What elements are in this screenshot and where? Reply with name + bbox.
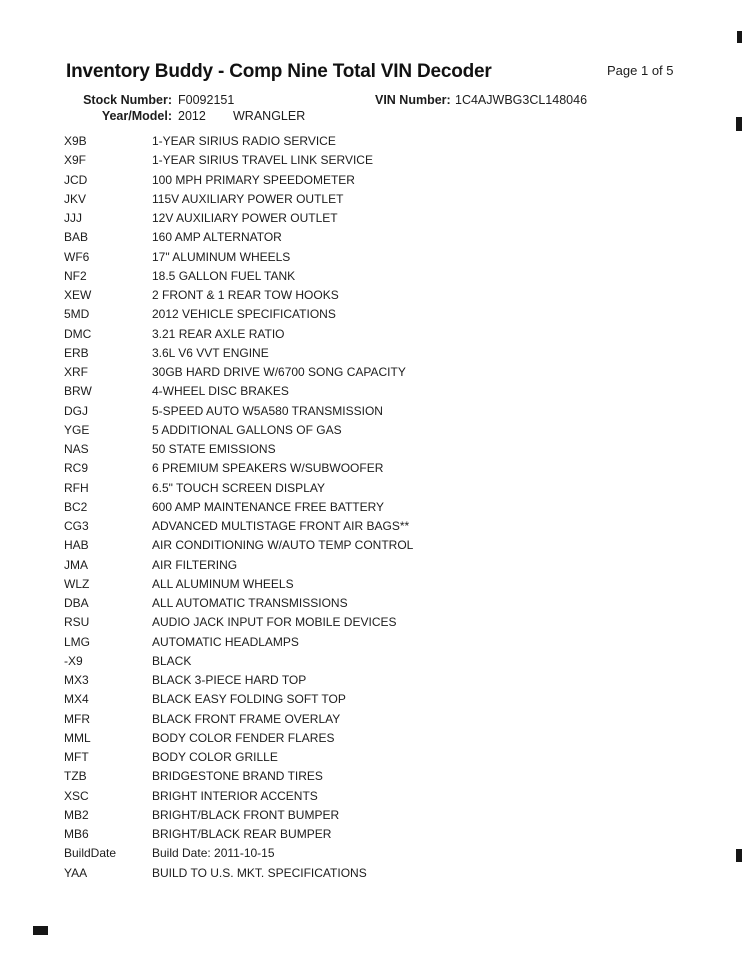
option-description: BRIGHT/BLACK REAR BUMPER <box>152 827 332 841</box>
option-code: RSU <box>64 615 90 630</box>
option-description: BLACK FRONT FRAME OVERLAY <box>152 711 341 726</box>
option-code: YAA <box>64 865 88 880</box>
scan-artifact-right-low <box>736 849 742 862</box>
scan-artifact-top-right <box>737 31 742 43</box>
option-description: 100 MPH PRIMARY SPEEDOMETER <box>152 172 355 187</box>
table-row <box>0 806 742 825</box>
option-description: 160 AMP ALTERNATOR <box>152 230 282 245</box>
option-description: BLACK EASY FOLDING SOFT TOP <box>152 692 346 707</box>
table-row <box>0 382 742 401</box>
option-code: MX4 <box>64 692 89 707</box>
year-value: 2012 <box>178 109 206 123</box>
option-code: YGE <box>64 422 90 437</box>
option-description: 12V AUXILIARY POWER OUTLET <box>152 211 338 225</box>
page-number-indicator: Page 1 of 5 <box>607 63 674 78</box>
table-row <box>0 363 742 382</box>
table-row <box>0 344 742 363</box>
vin-number-label: VIN Number: <box>375 93 451 107</box>
option-code: MFR <box>64 711 90 726</box>
option-description: 30GB HARD DRIVE W/6700 SONG CAPACITY <box>152 365 406 379</box>
table-row <box>0 440 742 459</box>
option-description: 115V AUXILIARY POWER OUTLET <box>152 191 344 206</box>
table-row <box>0 228 742 247</box>
option-code: JMA <box>64 557 88 572</box>
option-description: 6 PREMIUM SPEAKERS W/SUBWOOFER <box>152 461 384 476</box>
option-code: TZB <box>64 769 87 784</box>
option-description: 5-SPEED AUTO W5A580 TRANSMISSION <box>152 403 383 418</box>
option-description: 3.6L V6 VVT ENGINE <box>152 345 269 360</box>
option-code: MB6 <box>64 827 89 841</box>
table-row <box>0 190 742 209</box>
option-code: NAS <box>64 442 89 456</box>
option-description: 600 AMP MAINTENANCE FREE BATTERY <box>152 499 385 514</box>
option-description: 1-YEAR SIRIUS RADIO SERVICE <box>152 134 336 148</box>
table-row <box>0 767 742 786</box>
table-row <box>0 459 742 478</box>
option-code: BRW <box>64 384 92 399</box>
option-description: BLACK 3-PIECE HARD TOP <box>152 673 307 687</box>
option-code: ERB <box>64 345 89 360</box>
option-description: 2 FRONT & 1 REAR TOW HOOKS <box>152 288 339 302</box>
table-row <box>0 594 742 613</box>
table-row <box>0 171 742 190</box>
option-code: X9F <box>64 153 87 168</box>
options-table <box>0 132 742 883</box>
option-description: BRIGHT INTERIOR ACCENTS <box>152 788 318 803</box>
option-code: -X9 <box>64 653 83 668</box>
year-model-label: Year/Model: <box>101 109 172 123</box>
table-row <box>0 748 742 767</box>
vin-number-value: 1C4AJWBG3CL148046 <box>455 93 588 107</box>
table-row <box>0 710 742 729</box>
option-code: 5MD <box>64 307 90 322</box>
table-row <box>0 305 742 324</box>
option-description: ALL ALUMINUM WHEELS <box>152 576 294 591</box>
table-row <box>0 132 742 151</box>
stock-number-label: Stock Number: <box>83 93 172 107</box>
scan-artifact-bottom-left <box>33 926 48 935</box>
option-description: 6.5" TOUCH SCREEN DISPLAY <box>152 480 325 495</box>
option-description: BODY COLOR GRILLE <box>152 750 278 764</box>
option-code: BuildDate <box>64 846 117 861</box>
option-description: 2012 VEHICLE SPECIFICATIONS <box>152 307 336 322</box>
option-description: BRIDGESTONE BRAND TIRES <box>152 769 323 784</box>
option-code: MB2 <box>64 807 89 822</box>
option-code: JKV <box>64 191 87 206</box>
option-code: CG3 <box>64 519 89 533</box>
table-row <box>0 671 742 690</box>
option-description: 50 STATE EMISSIONS <box>152 442 276 456</box>
option-code: HAB <box>64 538 89 553</box>
option-description: AUTOMATIC HEADLAMPS <box>152 634 299 649</box>
stock-number-value: F0092151 <box>178 93 235 107</box>
table-row <box>0 575 742 594</box>
table-row <box>0 209 742 228</box>
option-code: MFT <box>64 750 89 764</box>
table-row <box>0 787 742 806</box>
option-code: RFH <box>64 480 89 495</box>
table-row <box>0 633 742 652</box>
option-code: XEW <box>64 288 92 302</box>
option-description: 4-WHEEL DISC BRAKES <box>152 384 289 399</box>
table-row <box>0 325 742 344</box>
table-row <box>0 498 742 517</box>
table-row <box>0 729 742 748</box>
table-row <box>0 286 742 305</box>
option-description: BRIGHT/BLACK FRONT BUMPER <box>152 807 340 822</box>
table-row <box>0 151 742 170</box>
option-description: BODY COLOR FENDER FLARES <box>152 730 335 745</box>
option-code: JCD <box>64 172 88 187</box>
option-code: RC9 <box>64 461 89 476</box>
table-row <box>0 556 742 575</box>
table-row <box>0 690 742 709</box>
option-description: 3.21 REAR AXLE RATIO <box>152 326 285 341</box>
option-code: XSC <box>64 788 89 803</box>
table-row <box>0 479 742 498</box>
option-code: LMG <box>64 634 91 649</box>
model-value: WRANGLER <box>233 109 306 123</box>
option-code: WLZ <box>64 576 90 591</box>
table-row <box>0 652 742 671</box>
table-row <box>0 536 742 555</box>
option-code: MX3 <box>64 673 89 687</box>
option-description: 17" ALUMINUM WHEELS <box>152 249 291 264</box>
option-code: BAB <box>64 230 89 245</box>
option-description: AUDIO JACK INPUT FOR MOBILE DEVICES <box>152 615 397 630</box>
option-code: DMC <box>64 326 92 341</box>
option-code: NF2 <box>64 268 87 283</box>
option-description: 1-YEAR SIRIUS TRAVEL LINK SERVICE <box>152 153 373 168</box>
table-row <box>0 864 742 883</box>
option-code: XRF <box>64 365 88 379</box>
option-description: ALL AUTOMATIC TRANSMISSIONS <box>152 596 348 610</box>
table-row <box>0 844 742 863</box>
option-description: BUILD TO U.S. MKT. SPECIFICATIONS <box>152 865 367 880</box>
option-code: DBA <box>64 596 89 610</box>
table-row <box>0 402 742 421</box>
option-description: 18.5 GALLON FUEL TANK <box>152 268 296 283</box>
page-title: Inventory Buddy - Comp Nine Total VIN Decoder <box>66 61 492 82</box>
option-code: WF6 <box>64 249 90 264</box>
option-description: AIR FILTERING <box>152 557 238 572</box>
table-row <box>0 517 742 536</box>
table-row <box>0 613 742 632</box>
option-code: MML <box>64 730 91 745</box>
option-code: JJJ <box>64 211 82 225</box>
table-row <box>0 267 742 286</box>
scan-artifact-right-mid <box>736 117 742 131</box>
option-description: ADVANCED MULTISTAGE FRONT AIR BAGS** <box>152 519 410 533</box>
option-code: X9B <box>64 134 87 148</box>
table-row <box>0 248 742 267</box>
option-description: 5 ADDITIONAL GALLONS OF GAS <box>152 422 342 437</box>
option-code: DGJ <box>64 403 88 418</box>
option-description: AIR CONDITIONING W/AUTO TEMP CONTROL <box>152 538 414 553</box>
option-description: Build Date: 2011-10-15 <box>152 846 275 861</box>
option-description: BLACK <box>152 653 192 668</box>
table-row <box>0 825 742 844</box>
table-row <box>0 421 742 440</box>
option-code: BC2 <box>64 499 88 514</box>
